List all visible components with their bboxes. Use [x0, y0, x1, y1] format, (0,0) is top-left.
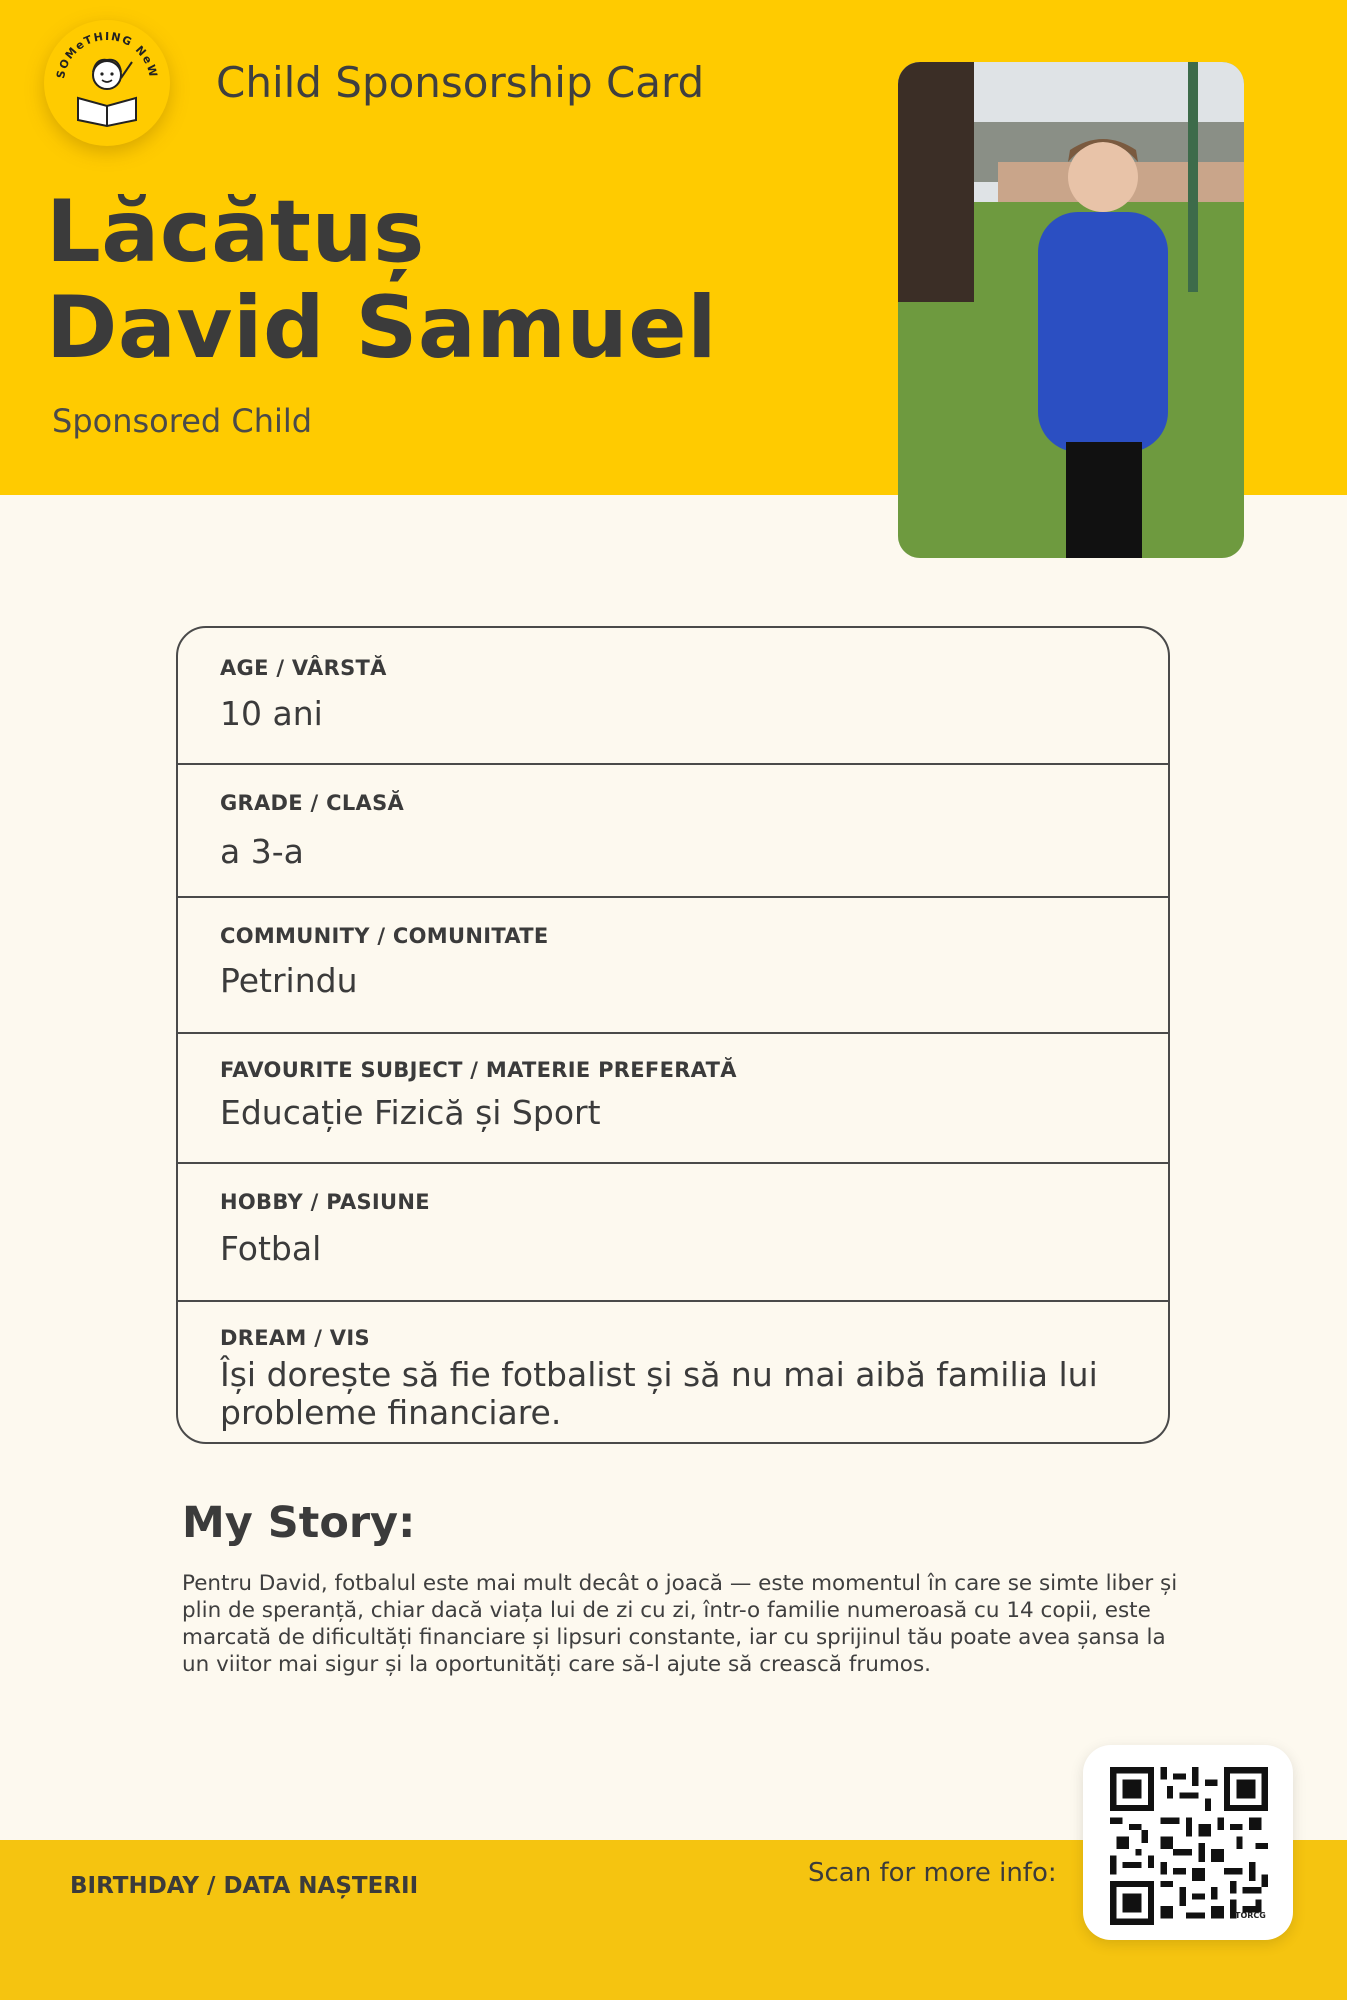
detail-value: 10 ani	[220, 694, 323, 733]
detail-value: Educație Fizică și Sport	[220, 1093, 601, 1132]
sponsored-child-subtitle: Sponsored Child	[52, 402, 313, 440]
child-surname: Lăcătuș	[46, 182, 425, 282]
birthday-label: BIRTHDAY / DATA NAȘTERII	[70, 1873, 419, 1899]
child-name	[46, 184, 717, 376]
qr-code-card[interactable]	[1083, 1745, 1293, 1940]
detail-label: DREAM / VIS	[220, 1326, 370, 1350]
details-table	[176, 626, 1170, 1444]
organization-logo	[44, 20, 170, 146]
qr-brand-tag: TORCG	[1235, 1911, 1266, 1920]
detail-value: Petrindu	[220, 961, 358, 1000]
detail-label: FAVOURITE SUBJECT / MATERIE PREFERATĂ	[220, 1058, 737, 1082]
card-title: Child Sponsorship Card	[216, 58, 705, 107]
detail-value: Își dorește să fie fotbalist și să nu mai aibă familia lui probleme financiare.	[220, 1355, 1098, 1432]
story-heading: My Story:	[182, 1498, 416, 1548]
detail-label: HOBBY / PASIUNE	[220, 1190, 430, 1214]
detail-label: AGE / VÂRSTĂ	[220, 656, 387, 680]
detail-row-grade	[178, 765, 1168, 898]
detail-label: GRADE / CLASĂ	[220, 791, 405, 815]
svg-text:SOMeTHING NeW: SOMeTHING NeW	[54, 29, 161, 80]
child-given-names: David Samuel	[46, 278, 718, 378]
child-reading-book-icon	[44, 20, 170, 146]
detail-value: a 3-a	[220, 832, 304, 871]
detail-row-favourite-subject	[178, 1034, 1168, 1164]
detail-row-community	[178, 898, 1168, 1034]
detail-row-age	[178, 628, 1168, 765]
child-photo	[898, 62, 1244, 558]
story-paragraph: Pentru David, fotbalul este mai mult decât o joacă — este momentul în care se simte liber și plin de speranță, chiar dacă viața lui de zi cu zi, într-o familie numeroasă cu 14 copii, este marcată de dificultăți financiare și lipsuri constante, iar cu sprijinul tău poate avea șansa la un viitor mai sigur și la oportunități care să-l ajute să crească frumos.	[182, 1571, 1178, 1677]
scan-instruction: Scan for more info:	[808, 1858, 1057, 1888]
detail-value: Fotbal	[220, 1229, 322, 1268]
child-portrait-image	[898, 62, 1244, 558]
detail-row-hobby	[178, 1164, 1168, 1302]
qr-code-icon[interactable]	[1110, 1767, 1268, 1925]
detail-label: COMMUNITY / COMUNITATE	[220, 924, 549, 948]
detail-row-dream	[178, 1302, 1168, 1444]
